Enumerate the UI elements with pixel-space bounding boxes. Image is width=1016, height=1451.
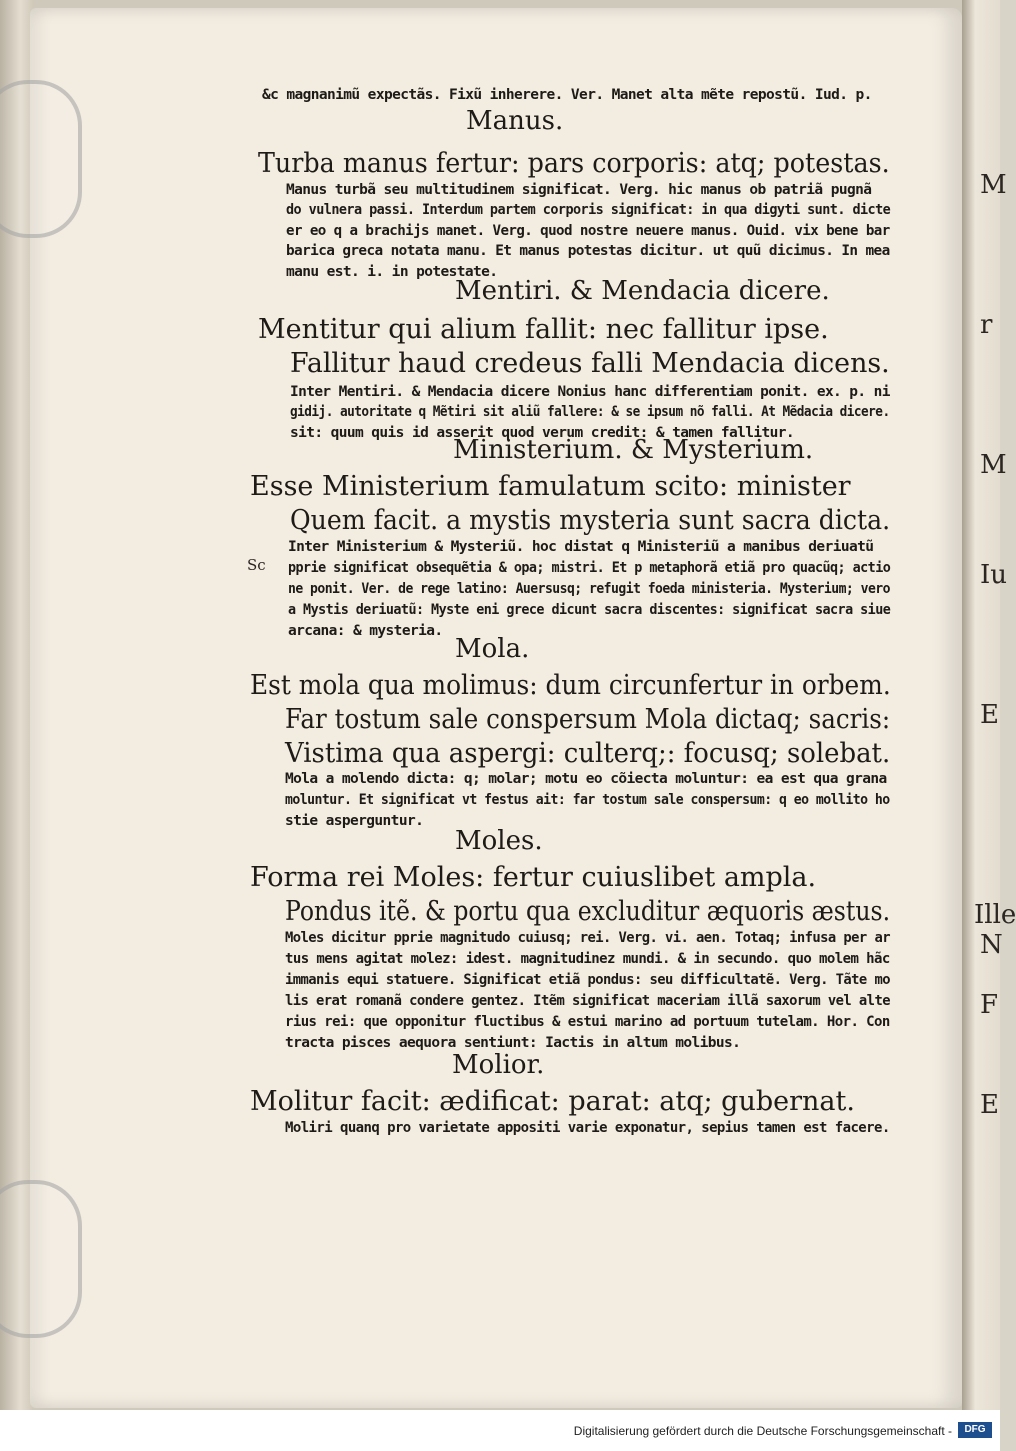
gloss-line: pprie significat obsequẽtia & opa; mistri. Et p metaphorã etiã pro quacũq; actio xyxy=(288,560,891,576)
gloss-line: stie asperguntur. xyxy=(285,813,424,829)
gloss-line: ne ponit. Ver. de rege latino: Auersusq; refugit foeda ministeria. Mysterium; vero xyxy=(288,581,890,597)
gloss-line: Inter Ministerium & Mysteriũ. hoc distat q Ministeriũ a manibus deriuatũ xyxy=(288,539,874,555)
gloss-line: tracta pisces aequora sentiunt: Iactis in altum molibus. xyxy=(285,1035,741,1051)
facing-page-fragment: M xyxy=(980,450,1007,480)
verse-line: Molitur facit: ædificat: parat: atq; gubernat. xyxy=(250,1086,855,1117)
verse-line: Pondus itẽ. & portu qua excluditur æquoris æstus. xyxy=(285,896,891,927)
footer-credit: Digitalisierung gefördert durch die Deutsche Forschungsgemeinschaft - xyxy=(573,1424,952,1438)
gloss-line: rius rei: que opponitur fluctibus & estui marino ad portuum tutelam. Hor. Con xyxy=(285,1014,890,1030)
verse-line: Vistima qua aspergi: culterq;: focusq; solebat. xyxy=(285,738,891,769)
gloss-line: Moliri quanq pro varietate appositi varie exponatur, sepius tamen est facere. xyxy=(285,1120,890,1136)
gloss-line: do vulnera passi. Interdum partem corporis significat: in qua digyti sunt. dicte xyxy=(286,202,891,218)
facing-page-fragment: Ille xyxy=(974,900,1016,930)
entry-heading: Mola. xyxy=(455,634,530,664)
paper-clip-upper xyxy=(0,80,82,238)
margin-note: Sc xyxy=(247,556,266,574)
gloss-line: Manus turbã seu multitudinem significat. Verg. hic manus ob patriã pugnã xyxy=(286,182,872,198)
verse-line: Quem facit. a mystis mysteria sunt sacra dicta. xyxy=(290,505,891,536)
verse-line: Far tostum sale conspersum Mola dictaq; sacris: xyxy=(285,704,891,735)
gloss-line: arcana: & mysteria. xyxy=(288,623,443,639)
verse-line: Esse Ministerium famulatum scito: minister xyxy=(250,471,851,502)
facing-page-fragment: E xyxy=(980,1090,999,1120)
gloss-line: moluntur. Et significat vt festus ait: far tostum sale conspersum: q eo mollito ho xyxy=(285,792,890,808)
dfg-logo: DFG xyxy=(958,1422,992,1438)
entry-heading: Ministerium. & Mysterium. xyxy=(453,435,814,465)
facing-page-fragment: N xyxy=(980,930,1003,960)
verse-line: Mentitur qui alium fallit: nec fallitur ipse. xyxy=(258,314,829,345)
facing-page-fragment: r xyxy=(980,310,993,340)
gloss-line: manu est. i. in potestate. xyxy=(286,264,498,280)
facing-page-edge xyxy=(962,0,1016,1410)
verse-line: Forma rei Moles: fertur cuiuslibet ampla. xyxy=(250,862,817,893)
gloss-line: barica greca notata manu. Et manus potestas dicitur. ut quũ dicimus. In mea xyxy=(286,243,890,259)
gloss-line: Inter Mentiri. & Mendacia dicere Nonius hanc differentiam ponit. ex. p. ni xyxy=(290,384,890,400)
gloss-line: sit: quum quis id asserit quod verum credit: & tamen fallitur. xyxy=(290,425,795,441)
entry-heading: Moles. xyxy=(455,826,543,856)
gloss-line: immanis equi statuere. Significat etiã pondus: seu difficultatẽ. Verg. Tãte mo xyxy=(285,972,890,988)
gloss-line: Moles dicitur pprie magnitudo cuiusq; rei. Verg. vi. aen. Totaq; infusa per ar xyxy=(285,930,890,946)
facing-page-fragment: Iu xyxy=(980,560,1008,590)
gloss-line: &c magnanimũ expectãs. Fixũ inherere. Ver. Manet alta mẽte repostũ. Iud. p. xyxy=(262,87,872,103)
verse-line: Fallitur haud credeus falli Mendacia dicens. xyxy=(290,348,890,379)
gloss-line: gidij. autoritate q Mẽtiri sit aliũ fallere: & se ipsum nõ falli. At Mẽdacia dicere. xyxy=(290,404,890,420)
verse-line: Est mola qua molimus: dum circunfertur in orbem. xyxy=(250,670,891,701)
gloss-line: a Mystis deriuatũ: Myste eni grece dicunt sacra discentes: significat sacra siue xyxy=(288,602,891,618)
digitization-footer xyxy=(0,1410,1000,1451)
entry-heading: Mentiri. & Mendacia dicere. xyxy=(455,276,830,306)
facing-page-fragment: F xyxy=(980,990,999,1020)
gloss-line: tus mens agitat molez: idest. magnitudinez mundi. & in secundo. quo molem hãc xyxy=(285,951,890,967)
verse-line: Turba manus fertur: pars corporis: atq; potestas. xyxy=(258,148,890,179)
facing-page-fragment: M xyxy=(980,170,1007,200)
entry-heading: Molior. xyxy=(452,1050,545,1080)
gloss-line: er eo q a brachijs manet. Verg. quod nostre neuere manus. Ouid. vix bene bar xyxy=(286,223,890,239)
paper-clip-lower xyxy=(0,1180,82,1338)
gloss-line: Mola a molendo dicta: q; molar; motu eo cõiecta moluntur: ea est qua grana xyxy=(285,771,887,787)
facing-page-fragment: E xyxy=(980,700,999,730)
entry-heading: Manus. xyxy=(466,106,564,136)
gloss-line: lis erat romanã condere gentez. Itẽm significat maceriam illã saxorum vel alte xyxy=(285,993,890,1009)
